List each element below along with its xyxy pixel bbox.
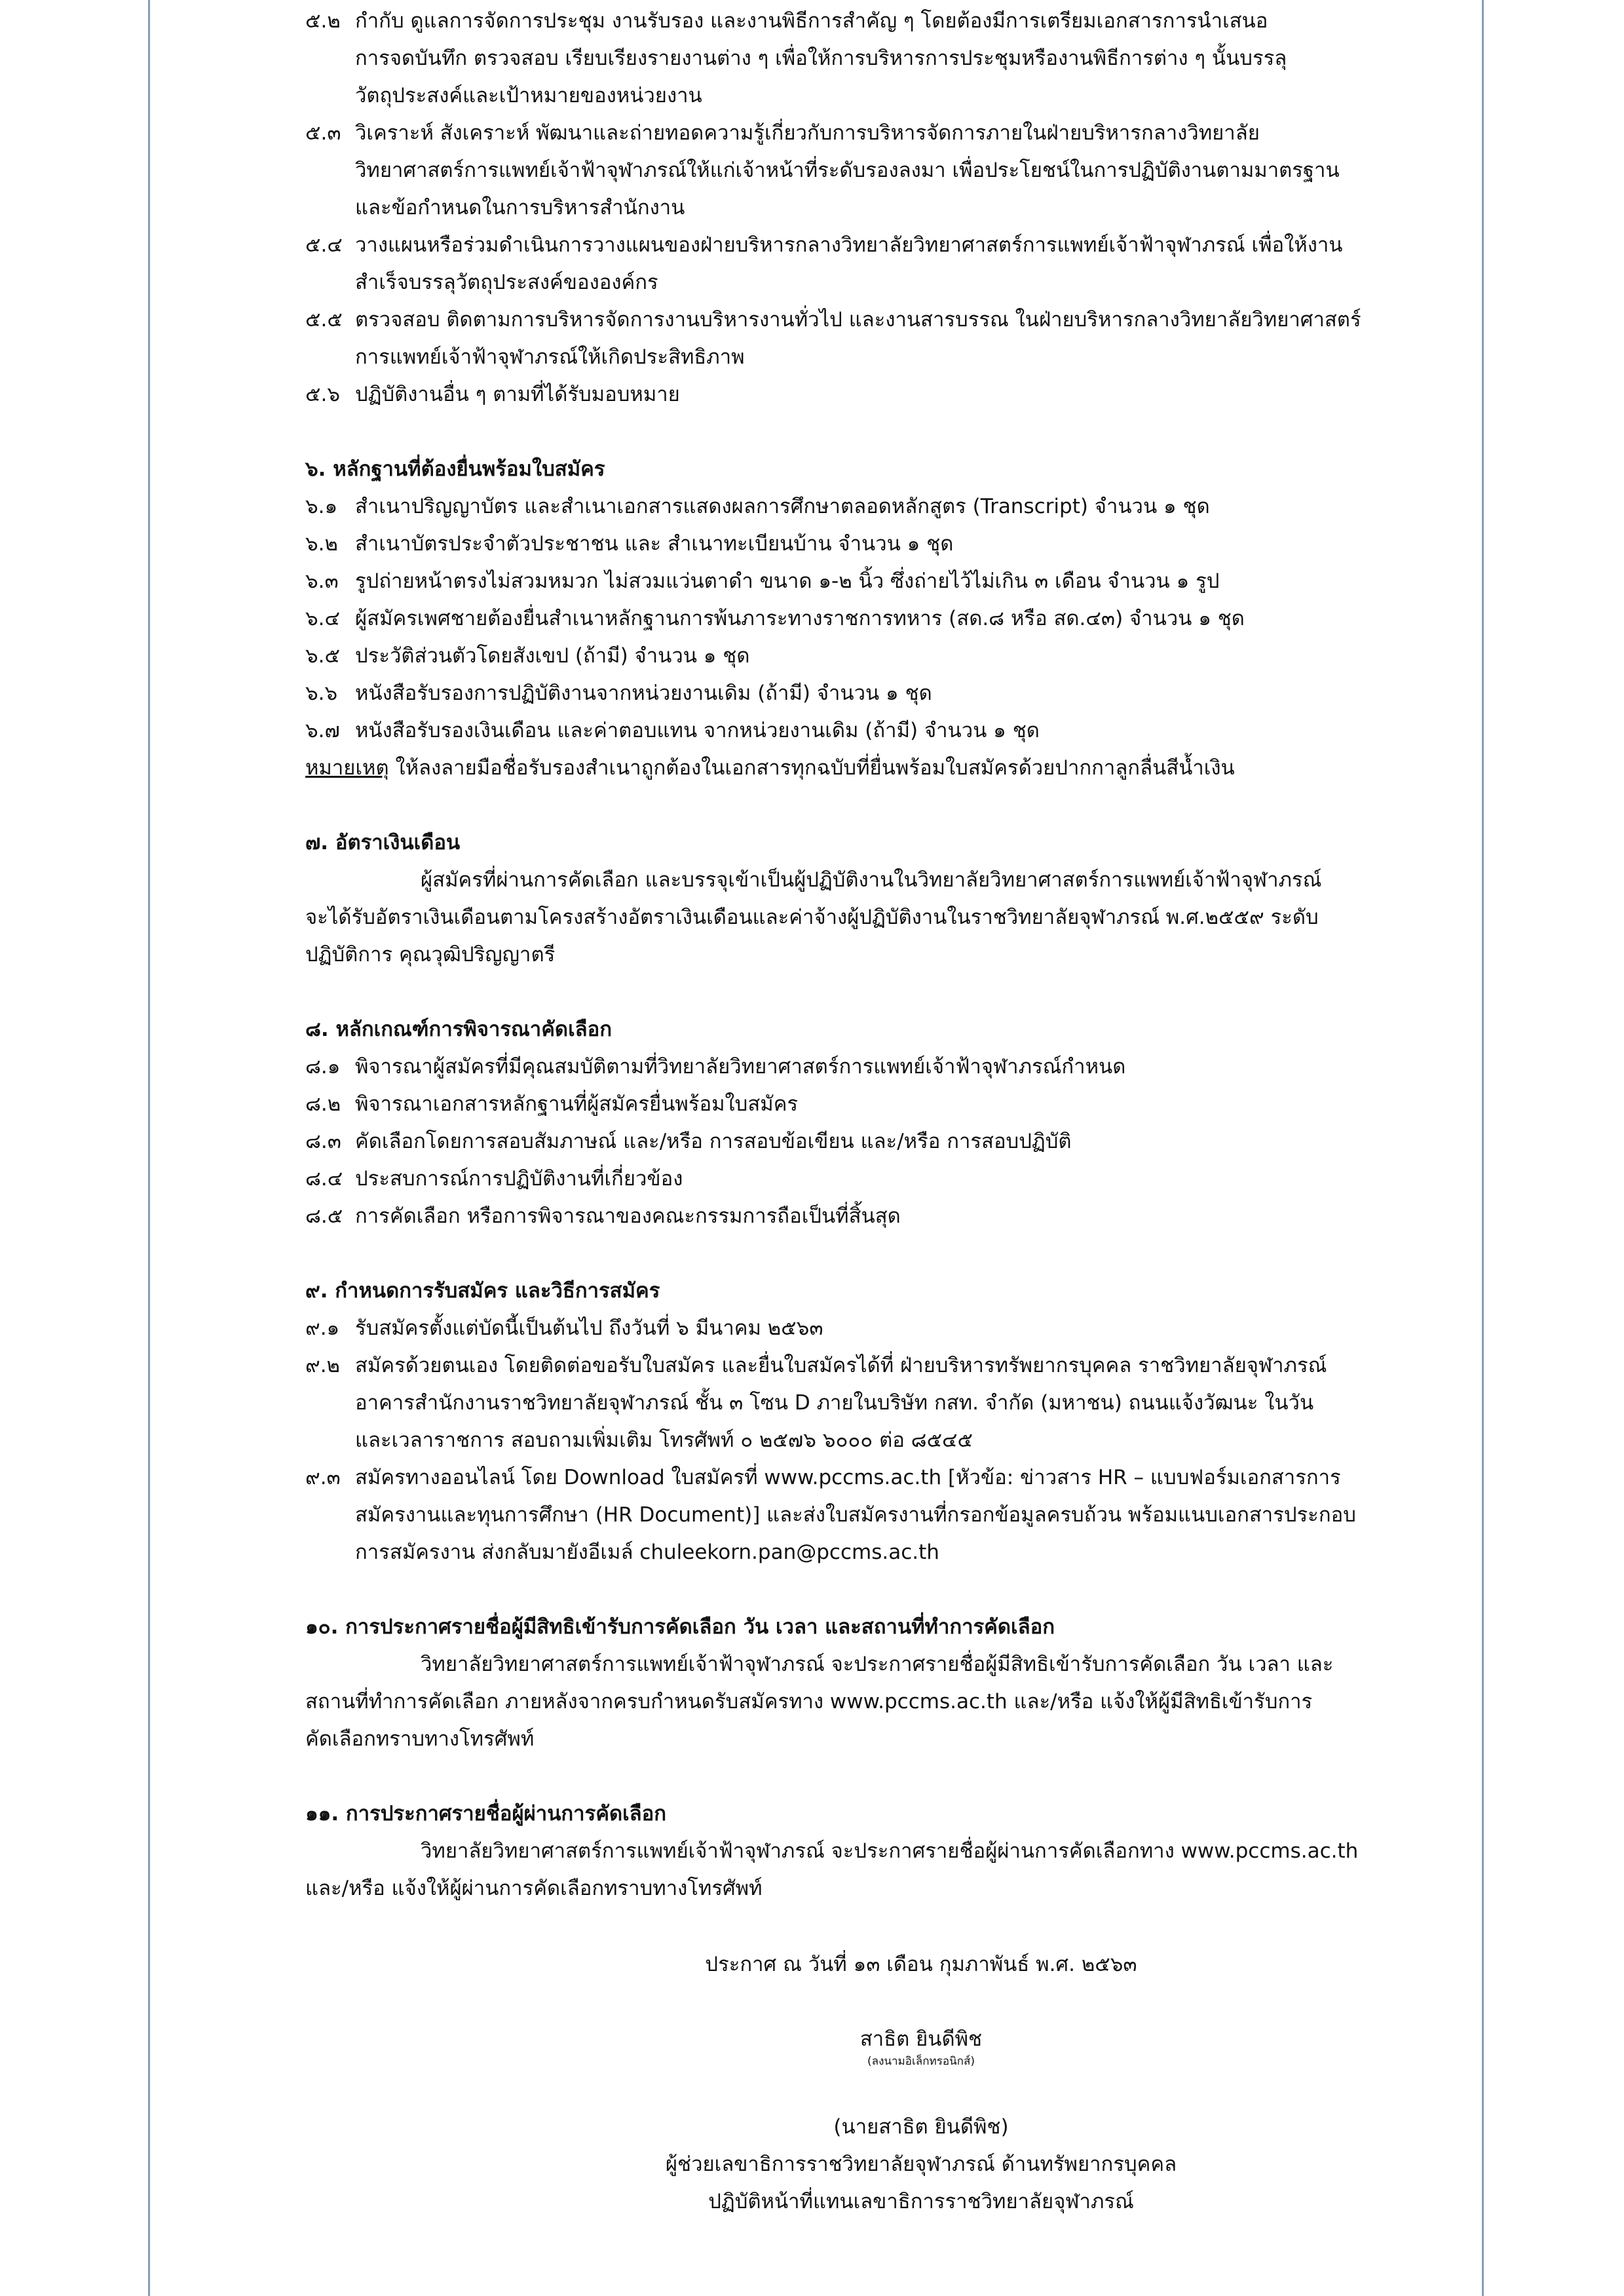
item-text: การคัดเลือก หรือการพิจารณาของคณะกรรมการถือเป็นที่สิ้นสุด bbox=[355, 1204, 901, 1228]
item-text: วางแผนหรือร่วมดำเนินการวางแผนของฝ่ายบริหารกลางวิทยาลัยวิทยาศาสตร์การแพทย์เจ้าฟ้าจุฬาภรณ์ เพื่อให้งาน bbox=[355, 233, 1343, 257]
item-text: ปฏิบัติงานอื่น ๆ ตามที่ได้รับมอบหมาย bbox=[355, 383, 680, 406]
e-signature-note: (ลงนามอิเล็กทรอนิกส์) bbox=[867, 2055, 975, 2068]
section10-paragraph-line: วิทยาลัยวิทยาศาสตร์การแพทย์เจ้าฟ้าจุฬาภรณ์ จะประกาศรายชื่อผู้มีสิทธิเข้ารับการคัดเลือก วัน เวลา และ bbox=[421, 1653, 1334, 1676]
item-text: ผู้สมัครเพศชายต้องยื่นสำเนาหลักฐานการพ้นภาระทางราชการทหาร (สด.๘ หรือ สด.๔๓) จำนวน ๑ ชุด bbox=[355, 607, 1245, 630]
item-number: ๙.๓ bbox=[305, 1466, 341, 1489]
item-number: ๙.๑ bbox=[305, 1316, 340, 1340]
section6-note bbox=[305, 755, 1235, 781]
item-number: ๕.๒ bbox=[305, 9, 341, 33]
item-text: วัตถุประสงค์และเป้าหมายของหน่วยงาน bbox=[355, 84, 702, 107]
item-text: ประวัติส่วนตัวโดยสังเขป (ถ้ามี) จำนวน ๑ ชุด bbox=[355, 644, 750, 668]
item-text: หนังสือรับรองการปฏิบัติงานจากหน่วยงานเดิม (ถ้ามี) จำนวน ๑ ชุด bbox=[355, 681, 932, 705]
item-number: ๘.๔ bbox=[305, 1167, 343, 1191]
item-text: และเวลาราชการ สอบถามเพิ่มเติม โทรศัพท์ ๐ ๒๕๗๖ ๖๐๐๐ ต่อ ๘๕๔๕ bbox=[355, 1428, 973, 1452]
item-text: ตรวจสอบ ติดตามการบริหารจัดการงานบริหารงานทั่วไป และงานสารบรรณ ในฝ่ายบริหารกลางวิทยาลัยวิทยาศาสตร์ bbox=[355, 308, 1361, 332]
section10-heading: ๑๐. การประกาศรายชื่อผู้มีสิทธิเข้ารับการคัดเลือก วัน เวลา และสถานที่ทำการคัดเลือก bbox=[305, 1615, 1055, 1639]
signature-name: สาธิต ยินดีพิช bbox=[859, 2027, 983, 2051]
item-number: ๕.๕ bbox=[305, 308, 343, 332]
item-text: หนังสือรับรองเงินเดือน และค่าตอบแทน จากหน่วยงานเดิม (ถ้ามี) จำนวน ๑ ชุด bbox=[355, 719, 1040, 742]
item-text: และข้อกำหนดในการบริหารสำนักงาน bbox=[355, 196, 685, 220]
note-label: หมายเหตุ bbox=[305, 756, 389, 780]
item-text: สำเร็จบรรลุวัตถุประสงค์ขององค์กร bbox=[355, 271, 658, 294]
note-text: ให้ลงลายมือชื่อรับรองสำเนาถูกต้องในเอกสารทุกฉบับที่ยื่นพร้อมใบสมัครด้วยปากกาลูกลื่นสีน้ำเงิน bbox=[388, 756, 1235, 780]
page-border-right bbox=[1482, 0, 1484, 2296]
item-text: สมัครงานและทุนการศึกษา (HR Document)] และส่งใบสมัครงานที่กรอกข้อมูลครบถ้วน พร้อมแนบเอกสารประกอบ bbox=[355, 1503, 1356, 1527]
section8-heading: ๘. หลักเกณฑ์การพิจารณาคัดเลือก bbox=[305, 1018, 613, 1041]
item-text: สำเนาปริญญาบัตร และสำเนาเอกสารแสดงผลการศึกษาตลอดหลักสูตร (Transcript) จำนวน ๑ ชุด bbox=[355, 495, 1210, 518]
item-number: ๘.๑ bbox=[305, 1055, 341, 1079]
item-text: พิจารณาเอกสารหลักฐานที่ผู้สมัครยื่นพร้อมใบสมัคร bbox=[355, 1092, 799, 1116]
item-number: ๘.๒ bbox=[305, 1092, 341, 1116]
section10-paragraph-line: คัดเลือกทราบทางโทรศัพท์ bbox=[305, 1727, 535, 1751]
item-number: ๘.๕ bbox=[305, 1204, 343, 1228]
signer-position-2: ปฏิบัติหน้าที่แทนเลขาธิการราชวิทยาลัยจุฬาภรณ์ bbox=[708, 2190, 1134, 2213]
section10-paragraph-line: สถานที่ทำการคัดเลือก ภายหลังจากครบกำหนดรับสมัครทาง www.pccms.ac.th และ/หรือ แจ้งให้ผู้มีสิทธิเข้ารับการ bbox=[305, 1690, 1313, 1713]
item-number: ๖.๗ bbox=[305, 719, 340, 742]
item-number: ๖.๕ bbox=[305, 644, 340, 668]
item-text: สมัครด้วยตนเอง โดยติดต่อขอรับใบสมัคร และยื่นใบสมัครได้ที่ ฝ่ายบริหารทรัพยากรบุคคล ราชวิทยาลัยจุฬาภรณ์ bbox=[355, 1354, 1327, 1377]
section7-paragraph-line: ปฏิบัติการ คุณวุฒิปริญญาตรี bbox=[305, 943, 556, 966]
item-number: ๙.๒ bbox=[305, 1354, 340, 1377]
section7-paragraph-line: ผู้สมัครที่ผ่านการคัดเลือก และบรรจุเข้าเป็นผู้ปฏิบัติงานในวิทยาลัยวิทยาศาสตร์การแพทย์เจ้าฟ้าจุฬาภรณ์ bbox=[421, 868, 1322, 892]
section11-paragraph-line: และ/หรือ แจ้งให้ผู้ผ่านการคัดเลือกทราบทางโทรศัพท์ bbox=[305, 1877, 763, 1900]
item-text: สำเนาบัตรประจำตัวประชาชน และ สำเนาทะเบียนบ้าน จำนวน ๑ ชุด bbox=[355, 532, 954, 556]
item-text: อาคารสำนักงานราชวิทยาลัยจุฬาภรณ์ ชั้น ๓ โซน D ภายในบริษัท กสท. จำกัด (มหาชน) ถนนแจ้งวัฒนะ ในวัน bbox=[355, 1391, 1314, 1415]
item-number: ๖.๔ bbox=[305, 607, 340, 630]
section6-heading: ๖. หลักฐานที่ต้องยื่นพร้อมใบสมัคร bbox=[305, 457, 605, 481]
item-text: การแพทย์เจ้าฟ้าจุฬาภรณ์ให้เกิดประสิทธิภาพ bbox=[355, 345, 745, 369]
item-number: ๖.๒ bbox=[305, 532, 338, 556]
item-number: ๕.๖ bbox=[305, 383, 340, 406]
item-number: ๘.๓ bbox=[305, 1130, 341, 1153]
item-text: การสมัครงาน ส่งกลับมายังอีเมล์ chuleekorn.pan@pccms.ac.th bbox=[355, 1540, 939, 1564]
item-text: รับสมัครตั้งแต่บัดนี้เป็นต้นไป ถึงวันที่ ๖ มีนาคม ๒๕๖๓ bbox=[355, 1316, 823, 1340]
item-number: ๕.๔ bbox=[305, 233, 343, 257]
item-number: ๖.๖ bbox=[305, 681, 338, 705]
item-number: ๖.๑ bbox=[305, 495, 338, 518]
page-border-left bbox=[148, 0, 150, 2296]
item-number: ๖.๓ bbox=[305, 569, 339, 593]
section9-heading: ๙. กำหนดการรับสมัคร และวิธีการสมัคร bbox=[305, 1279, 660, 1303]
section7-paragraph-line: จะได้รับอัตราเงินเดือนตามโครงสร้างอัตราเงินเดือนและค่าจ้างผู้ปฏิบัติงานในราชวิทยาลัยจุฬาภรณ์ พ.ศ.๒๕๕๙ ระดับ bbox=[305, 906, 1319, 929]
signer-full-name: (นายสาธิต ยินดีพิช) bbox=[833, 2115, 1009, 2139]
item-text: รูปถ่ายหน้าตรงไม่สวมหมวก ไม่สวมแว่นตาดำ ขนาด ๑-๒ นิ้ว ซึ่งถ่ายไว้ไม่เกิน ๓ เดือน จำนวน ๑ รูป bbox=[355, 569, 1220, 593]
item-text: คัดเลือกโดยการสอบสัมภาษณ์ และ/หรือ การสอบข้อเขียน และ/หรือ การสอบปฏิบัติ bbox=[355, 1130, 1072, 1153]
signer-position-1: ผู้ช่วยเลขาธิการราชวิทยาลัยจุฬาภรณ์ ด้านทรัพยากรบุคคล bbox=[665, 2152, 1177, 2176]
section7-heading: ๗. อัตราเงินเดือน bbox=[305, 831, 461, 854]
section11-heading: ๑๑. การประกาศรายชื่อผู้ผ่านการคัดเลือก bbox=[305, 1802, 667, 1826]
item-text: พิจารณาผู้สมัครที่มีคุณสมบัติตามที่วิทยาลัยวิทยาศาสตร์การแพทย์เจ้าฟ้าจุฬาภรณ์กำหนด bbox=[355, 1055, 1126, 1079]
item-text: ประสบการณ์การปฏิบัติงานที่เกี่ยวข้อง bbox=[355, 1167, 683, 1191]
item-text: วิทยาศาสตร์การแพทย์เจ้าฟ้าจุฬาภรณ์ให้แก่เจ้าหน้าที่ระดับรองลงมา เพื่อประโยชน์ในการปฏิบัติงานตามมาตรฐาน bbox=[355, 159, 1340, 182]
section11-paragraph-line: วิทยาลัยวิทยาศาสตร์การแพทย์เจ้าฟ้าจุฬาภรณ์ จะประกาศรายชื่อผู้ผ่านการคัดเลือกทาง www.pccms.ac.th bbox=[421, 1839, 1359, 1863]
announcement-date: ประกาศ ณ วันที่ ๑๓ เดือน กุมภาพันธ์ พ.ศ. ๒๕๖๓ bbox=[705, 1953, 1137, 1976]
item-number: ๕.๓ bbox=[305, 121, 341, 145]
item-text: กำกับ ดูแลการจัดการประชุม งานรับรอง และงานพิธีการสำคัญ ๆ โดยต้องมีการเตรียมเอกสารการนำเสนอ bbox=[355, 9, 1268, 33]
item-text: วิเคราะห์ สังเคราะห์ พัฒนาและถ่ายทอดความรู้เกี่ยวกับการบริหารจัดการภายในฝ่ายบริหารกลางวิทยาลัย bbox=[355, 121, 1260, 145]
item-text: การจดบันทึก ตรวจสอบ เรียบเรียงรายงานต่าง ๆ เพื่อให้การบริหารการประชุมหรืองานพิธีการต่าง ๆ นั้นบรรลุ bbox=[355, 47, 1287, 70]
item-text: สมัครทางออนไลน์ โดย Download ใบสมัครที่ www.pccms.ac.th [หัวข้อ: ข่าวสาร HR – แบบฟอร์มเอกสารการ bbox=[355, 1466, 1341, 1489]
